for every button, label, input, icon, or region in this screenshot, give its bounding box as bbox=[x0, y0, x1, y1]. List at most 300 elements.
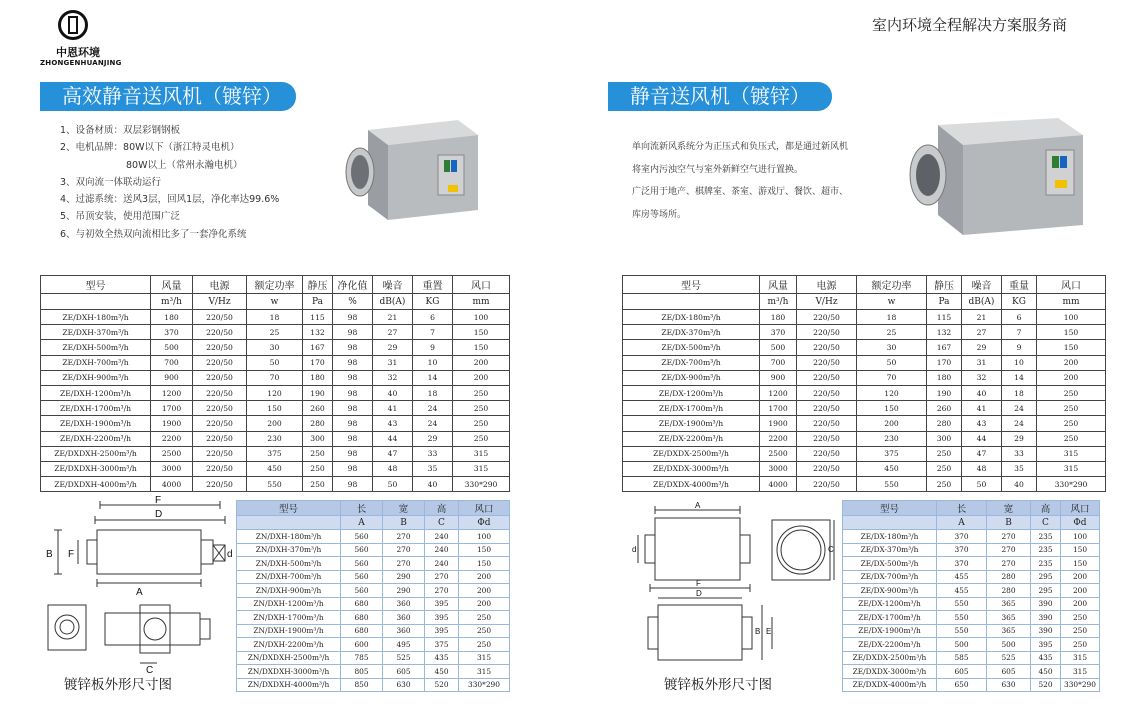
table-cell: 40 bbox=[962, 385, 1002, 400]
table-cell: 120 bbox=[247, 385, 303, 400]
table-cell: 785 bbox=[341, 651, 383, 665]
table-cell: 150 bbox=[247, 401, 303, 416]
table-cell: 315 bbox=[1037, 461, 1106, 476]
table-cell: m³/h bbox=[760, 294, 797, 310]
table-cell: ZE/DXDX-4000m³/h bbox=[843, 678, 937, 692]
table-cell: 220/50 bbox=[797, 325, 857, 340]
table-cell: 250 bbox=[453, 401, 510, 416]
description-line: 广泛用于地产、棋牌室、茶室、游戏厅、餐饮、超市、 bbox=[632, 187, 849, 197]
table-cell: 270 bbox=[383, 543, 425, 557]
table-cell: 560 bbox=[341, 530, 383, 544]
table-cell: 550 bbox=[247, 477, 303, 492]
left-feature-list bbox=[60, 122, 279, 243]
table-cell: 200 bbox=[459, 570, 510, 584]
table-cell: 风口 bbox=[459, 501, 510, 516]
table-row bbox=[237, 678, 510, 692]
table-cell: 550 bbox=[857, 477, 927, 492]
table-cell: 500 bbox=[937, 638, 987, 652]
table-cell: 850 bbox=[341, 678, 383, 692]
table-cell: ZE/DX-370m³/h bbox=[843, 543, 937, 557]
table-cell: 365 bbox=[987, 597, 1031, 611]
table-cell: 455 bbox=[937, 570, 987, 584]
table-cell: 370 bbox=[760, 325, 797, 340]
table-cell: 220/50 bbox=[193, 355, 247, 370]
table-cell: ZE/DXH-900m³/h bbox=[41, 370, 151, 385]
table-cell: 200 bbox=[453, 370, 510, 385]
table-row bbox=[237, 584, 510, 598]
table-row bbox=[237, 570, 510, 584]
table-body bbox=[41, 276, 510, 492]
table-cell: KG bbox=[1002, 294, 1037, 310]
table-cell: ZE/DX-180m³/h bbox=[843, 530, 937, 544]
table-row bbox=[237, 638, 510, 652]
table-row bbox=[843, 665, 1100, 679]
table-cell: 250 bbox=[1061, 611, 1100, 625]
table-cell: ZN/DXH-2200m³/h bbox=[237, 638, 341, 652]
table-row bbox=[843, 611, 1100, 625]
table-cell: 32 bbox=[962, 370, 1002, 385]
table-cell: 25 bbox=[247, 325, 303, 340]
table-unit-row bbox=[623, 294, 1106, 310]
table-cell: 长 bbox=[937, 501, 987, 516]
table-cell: 375 bbox=[425, 638, 459, 652]
table-cell: 220/50 bbox=[193, 477, 247, 492]
table-cell: 220/50 bbox=[193, 385, 247, 400]
table-cell: 630 bbox=[987, 678, 1031, 692]
table-cell: 6 bbox=[413, 310, 453, 325]
table-unit-row bbox=[41, 294, 510, 310]
table-cell: 435 bbox=[425, 651, 459, 665]
table-cell: 风量 bbox=[151, 276, 193, 294]
table-cell: ZE/DX-1700m³/h bbox=[843, 611, 937, 625]
table-cell: 585 bbox=[937, 651, 987, 665]
table-cell: 180 bbox=[151, 310, 193, 325]
table-cell: 高 bbox=[425, 501, 459, 516]
table-cell: 30 bbox=[857, 340, 927, 355]
table-cell: 净化值 bbox=[333, 276, 373, 294]
table-cell: 250 bbox=[1061, 638, 1100, 652]
table-cell: 150 bbox=[459, 543, 510, 557]
table-cell: KG bbox=[413, 294, 453, 310]
table-cell: 48 bbox=[373, 461, 413, 476]
table-cell: ZN/DXH-500m³/h bbox=[237, 557, 341, 571]
table-cell: 395 bbox=[425, 611, 459, 625]
table-cell: ZE/DXDXH-3000m³/h bbox=[41, 461, 151, 476]
table-cell: 40 bbox=[373, 385, 413, 400]
table-cell: ZE/DX-1200m³/h bbox=[843, 597, 937, 611]
table-cell: 48 bbox=[962, 461, 1002, 476]
table-row bbox=[843, 530, 1100, 544]
description-line: 将室内污浊空气与室外新鲜空气进行置换。 bbox=[632, 164, 804, 175]
table-body bbox=[237, 501, 510, 692]
dim-label-e: F bbox=[68, 549, 75, 560]
dim-label-c: C bbox=[146, 665, 154, 676]
table-header-row bbox=[41, 276, 510, 294]
table-cell: 98 bbox=[333, 370, 373, 385]
table-cell: 7 bbox=[413, 325, 453, 340]
table-cell: 44 bbox=[962, 431, 1002, 446]
table-cell: 型号 bbox=[41, 276, 151, 294]
table-cell: 450 bbox=[1031, 665, 1061, 679]
table-cell: 395 bbox=[425, 624, 459, 638]
table-cell: ZE/DXDX-3000m³/h bbox=[843, 665, 937, 679]
table-cell: ZE/DXH-1900m³/h bbox=[41, 416, 151, 431]
table-cell: 115 bbox=[927, 310, 962, 325]
table-cell: A bbox=[937, 516, 987, 530]
table-cell: 24 bbox=[413, 416, 453, 431]
table-cell: 270 bbox=[987, 557, 1031, 571]
table-cell: mm bbox=[453, 294, 510, 310]
table-cell: 98 bbox=[333, 355, 373, 370]
table-cell: 360 bbox=[383, 611, 425, 625]
table-cell: 98 bbox=[333, 446, 373, 461]
table-cell: 30 bbox=[247, 340, 303, 355]
table-cell: ZE/DX-900m³/h bbox=[623, 370, 760, 385]
table-row bbox=[623, 325, 1106, 340]
table-row bbox=[237, 597, 510, 611]
table-cell: 噪音 bbox=[962, 276, 1002, 294]
table-cell: 200 bbox=[459, 584, 510, 598]
table-cell bbox=[237, 516, 341, 530]
table-row bbox=[623, 355, 1106, 370]
feature-item: 1、设备材质：双层彩钢钢板 bbox=[60, 125, 181, 136]
table-cell: 190 bbox=[927, 385, 962, 400]
table-cell: 280 bbox=[303, 416, 333, 431]
table-cell: 250 bbox=[927, 446, 962, 461]
table-cell: 型号 bbox=[623, 276, 760, 294]
table-cell: 450 bbox=[425, 665, 459, 679]
table-cell: 315 bbox=[1037, 446, 1106, 461]
table-cell: ZN/DXH-1900m³/h bbox=[237, 624, 341, 638]
table-cell: 24 bbox=[1002, 401, 1037, 416]
dim-label-b: B bbox=[755, 627, 761, 636]
table-row bbox=[41, 477, 510, 492]
table-cell: 150 bbox=[453, 340, 510, 355]
table-cell: 550 bbox=[937, 624, 987, 638]
table-cell: 10 bbox=[413, 355, 453, 370]
table-cell: ZE/DXH-500m³/h bbox=[41, 340, 151, 355]
table-cell: ZE/DXH-1200m³/h bbox=[41, 385, 151, 400]
right-technical-drawing bbox=[630, 500, 840, 675]
table-row bbox=[237, 651, 510, 665]
table-cell: ZE/DX-700m³/h bbox=[623, 355, 760, 370]
table-cell: 高 bbox=[1031, 501, 1061, 516]
table-cell: 98 bbox=[333, 385, 373, 400]
table-cell: 370 bbox=[937, 557, 987, 571]
feature-item: 6、与初效全热双向流相比多了一套净化系统 bbox=[60, 228, 247, 240]
table-cell: 300 bbox=[303, 431, 333, 446]
table-cell: 220/50 bbox=[193, 325, 247, 340]
table-cell: 630 bbox=[383, 678, 425, 692]
table-row bbox=[623, 310, 1106, 325]
table-cell: 650 bbox=[937, 678, 987, 692]
table-row bbox=[623, 340, 1106, 355]
table-cell: 41 bbox=[962, 401, 1002, 416]
table-cell: 宽 bbox=[987, 501, 1031, 516]
table-cell: 35 bbox=[413, 461, 453, 476]
table-cell: 4000 bbox=[151, 477, 193, 492]
table-cell: 250 bbox=[459, 624, 510, 638]
table-cell: 型号 bbox=[237, 501, 341, 516]
table-cell: 21 bbox=[962, 310, 1002, 325]
table-cell: 200 bbox=[1061, 584, 1100, 598]
table-cell: 220/50 bbox=[797, 477, 857, 492]
table-cell: 250 bbox=[459, 638, 510, 652]
table-cell: 520 bbox=[425, 678, 459, 692]
table-cell: 2200 bbox=[760, 431, 797, 446]
table-cell: 98 bbox=[333, 325, 373, 340]
table-cell: ZN/DXDXH-2500m³/h bbox=[237, 651, 341, 665]
table-cell: ZN/DXH-900m³/h bbox=[237, 584, 341, 598]
table-row bbox=[623, 401, 1106, 416]
table-row bbox=[41, 461, 510, 476]
table-cell: 250 bbox=[1037, 431, 1106, 446]
table-cell: Φd bbox=[1061, 516, 1100, 530]
table-cell: 560 bbox=[341, 543, 383, 557]
table-cell: ZN/DXH-1700m³/h bbox=[237, 611, 341, 625]
dim-label-a: A bbox=[695, 501, 701, 510]
table-cell: 重置 bbox=[413, 276, 453, 294]
table-cell: 14 bbox=[1002, 370, 1037, 385]
feature-item: 2、电机品牌：80W以下（浙江特灵电机） bbox=[60, 142, 240, 154]
table-row bbox=[41, 401, 510, 416]
dim-label-f: F bbox=[696, 579, 701, 588]
table-cell: 235 bbox=[1031, 557, 1061, 571]
table-cell: ZE/DX-1200m³/h bbox=[623, 385, 760, 400]
table-header-row bbox=[843, 501, 1100, 516]
table-cell: ZN/DXDXH-3000m³/h bbox=[237, 665, 341, 679]
table-cell: 220/50 bbox=[193, 340, 247, 355]
table-cell bbox=[623, 294, 760, 310]
table-cell: 29 bbox=[373, 340, 413, 355]
table-row bbox=[843, 638, 1100, 652]
table-cell: 370 bbox=[937, 543, 987, 557]
table-cell: 495 bbox=[383, 638, 425, 652]
table-cell: 70 bbox=[247, 370, 303, 385]
table-row bbox=[623, 370, 1106, 385]
dim-label-d: D bbox=[696, 589, 702, 598]
table-cell: 200 bbox=[1061, 597, 1100, 611]
table-row bbox=[623, 416, 1106, 431]
table-cell: 170 bbox=[303, 355, 333, 370]
table-row bbox=[41, 310, 510, 325]
table-cell: 240 bbox=[425, 557, 459, 571]
table-cell: 220/50 bbox=[797, 431, 857, 446]
table-row bbox=[41, 370, 510, 385]
table-cell: A bbox=[341, 516, 383, 530]
table-row bbox=[623, 385, 1106, 400]
table-cell: 900 bbox=[151, 370, 193, 385]
table-cell: 315 bbox=[1061, 651, 1100, 665]
table-cell: 98 bbox=[333, 310, 373, 325]
table-cell: 240 bbox=[425, 543, 459, 557]
table-cell: 98 bbox=[333, 477, 373, 492]
table-cell: 18 bbox=[247, 310, 303, 325]
table-row bbox=[623, 431, 1106, 446]
table-cell: 500 bbox=[760, 340, 797, 355]
table-cell: 180 bbox=[927, 370, 962, 385]
dim-label-e: E bbox=[766, 627, 772, 636]
table-row bbox=[237, 624, 510, 638]
table-cell: 3000 bbox=[151, 461, 193, 476]
table-cell: 132 bbox=[303, 325, 333, 340]
table-cell: 270 bbox=[987, 530, 1031, 544]
table-cell: 32 bbox=[373, 370, 413, 385]
table-cell: ZE/DXDX-3000m³/h bbox=[623, 461, 760, 476]
table-row bbox=[843, 584, 1100, 598]
table-row bbox=[41, 431, 510, 446]
table-row bbox=[41, 416, 510, 431]
table-row bbox=[41, 385, 510, 400]
table-cell: 220/50 bbox=[193, 446, 247, 461]
table-cell: 500 bbox=[151, 340, 193, 355]
table-row bbox=[843, 570, 1100, 584]
table-cell: 260 bbox=[303, 401, 333, 416]
table-cell: 9 bbox=[413, 340, 453, 355]
table-cell: 360 bbox=[383, 597, 425, 611]
table-cell: 长 bbox=[341, 501, 383, 516]
table-cell: 605 bbox=[383, 665, 425, 679]
table-cell: 235 bbox=[1031, 543, 1061, 557]
table-cell: dB(A) bbox=[373, 294, 413, 310]
table-cell: 31 bbox=[373, 355, 413, 370]
table-cell: 390 bbox=[1031, 611, 1061, 625]
table-row bbox=[843, 543, 1100, 557]
table-cell: ZE/DXH-700m³/h bbox=[41, 355, 151, 370]
table-cell: 100 bbox=[453, 310, 510, 325]
table-cell: 250 bbox=[453, 385, 510, 400]
table-cell: 220/50 bbox=[797, 401, 857, 416]
table-row bbox=[843, 557, 1100, 571]
table-cell: 9 bbox=[1002, 340, 1037, 355]
dim-label-d: D bbox=[155, 509, 163, 520]
table-cell: 14 bbox=[413, 370, 453, 385]
table-cell: 220/50 bbox=[193, 461, 247, 476]
table-cell: 40 bbox=[413, 477, 453, 492]
table-cell: ZE/DX-1900m³/h bbox=[623, 416, 760, 431]
table-cell: 98 bbox=[333, 431, 373, 446]
table-cell: 150 bbox=[1037, 325, 1106, 340]
feature-item: 5、吊顶安装，使用范围广泛 bbox=[60, 211, 181, 223]
table-cell: 330*290 bbox=[1061, 678, 1100, 692]
table-cell: 395 bbox=[425, 597, 459, 611]
table-cell: ZE/DX-700m³/h bbox=[843, 570, 937, 584]
table-cell: 220/50 bbox=[193, 310, 247, 325]
table-cell: 250 bbox=[453, 416, 510, 431]
table-cell: 390 bbox=[1031, 624, 1061, 638]
table-cell: 宽 bbox=[383, 501, 425, 516]
table-row bbox=[843, 597, 1100, 611]
company-tagline: 室内环境全程解决方案服务商 bbox=[872, 16, 1068, 34]
table-cell: 230 bbox=[247, 431, 303, 446]
table-cell: 270 bbox=[425, 570, 459, 584]
dim-label-c: C bbox=[828, 545, 834, 554]
table-cell: 315 bbox=[453, 446, 510, 461]
table-cell: 680 bbox=[341, 597, 383, 611]
table-cell: 370 bbox=[151, 325, 193, 340]
table-cell: 18 bbox=[1002, 385, 1037, 400]
dim-label-d-small: d bbox=[632, 545, 637, 554]
table-cell: 220/50 bbox=[797, 416, 857, 431]
feature-item: 3、双向流一体联动运行 bbox=[60, 176, 162, 188]
table-cell: 47 bbox=[373, 446, 413, 461]
table-cell: 风口 bbox=[1037, 276, 1106, 294]
dim-label-d-small: d bbox=[227, 549, 233, 560]
table-cell: 295 bbox=[1031, 584, 1061, 598]
table-cell: 270 bbox=[383, 557, 425, 571]
table-cell: ZE/DXH-2200m³/h bbox=[41, 431, 151, 446]
table-cell: 3000 bbox=[760, 461, 797, 476]
table-cell: ZE/DX-900m³/h bbox=[843, 584, 937, 598]
left-spec-table bbox=[40, 275, 510, 492]
table-cell: 220/50 bbox=[193, 416, 247, 431]
table-cell: 605 bbox=[987, 665, 1031, 679]
table-cell: ZE/DX-370m³/h bbox=[623, 325, 760, 340]
table-cell: 44 bbox=[373, 431, 413, 446]
table-cell: ZE/DXDX-4000m³/h bbox=[623, 477, 760, 492]
table-cell: 150 bbox=[1037, 340, 1106, 355]
table-cell: 41 bbox=[373, 401, 413, 416]
table-cell: ZE/DXDXH-4000m³/h bbox=[41, 477, 151, 492]
table-cell: 4000 bbox=[760, 477, 797, 492]
table-row bbox=[623, 461, 1106, 476]
left-technical-drawing bbox=[40, 495, 235, 680]
table-row bbox=[41, 325, 510, 340]
table-cell: 250 bbox=[303, 446, 333, 461]
table-cell: 220/50 bbox=[797, 461, 857, 476]
table-unit-row bbox=[237, 516, 510, 530]
table-cell: 220/50 bbox=[193, 431, 247, 446]
table-cell: 455 bbox=[937, 584, 987, 598]
table-cell: 315 bbox=[459, 665, 510, 679]
table-cell: 220/50 bbox=[797, 370, 857, 385]
table-cell: 520 bbox=[1031, 678, 1061, 692]
table-cell: 50 bbox=[247, 355, 303, 370]
table-cell: 365 bbox=[987, 611, 1031, 625]
table-cell: 200 bbox=[857, 416, 927, 431]
table-cell: 230 bbox=[857, 431, 927, 446]
table-cell: 50 bbox=[857, 355, 927, 370]
table-cell: 220/50 bbox=[797, 385, 857, 400]
table-cell: 115 bbox=[303, 310, 333, 325]
table-cell: 18 bbox=[413, 385, 453, 400]
table-cell: 29 bbox=[413, 431, 453, 446]
table-cell: 150 bbox=[1061, 557, 1100, 571]
table-row bbox=[237, 611, 510, 625]
right-section-title: 静音送风机（镀锌） bbox=[608, 82, 832, 111]
table-body bbox=[623, 276, 1106, 492]
table-cell: 200 bbox=[453, 355, 510, 370]
brand-name-cn: 中恩环境 bbox=[56, 46, 100, 59]
table-cell: 风口 bbox=[453, 276, 510, 294]
table-cell: B bbox=[383, 516, 425, 530]
table-cell: V/Hz bbox=[797, 294, 857, 310]
table-cell: 315 bbox=[459, 651, 510, 665]
table-cell: 200 bbox=[247, 416, 303, 431]
table-cell: 240 bbox=[425, 530, 459, 544]
table-cell: 167 bbox=[927, 340, 962, 355]
table-cell: 132 bbox=[927, 325, 962, 340]
table-cell: 额定功率 bbox=[857, 276, 927, 294]
table-cell: mm bbox=[1037, 294, 1106, 310]
table-cell: 噪音 bbox=[373, 276, 413, 294]
feature-item: 80W以上（常州永瀚电机） bbox=[126, 159, 243, 171]
table-cell: ZE/DX-500m³/h bbox=[623, 340, 760, 355]
table-cell: 365 bbox=[987, 624, 1031, 638]
table-cell: 150 bbox=[459, 557, 510, 571]
table-cell: 270 bbox=[383, 530, 425, 544]
table-cell: 260 bbox=[927, 401, 962, 416]
